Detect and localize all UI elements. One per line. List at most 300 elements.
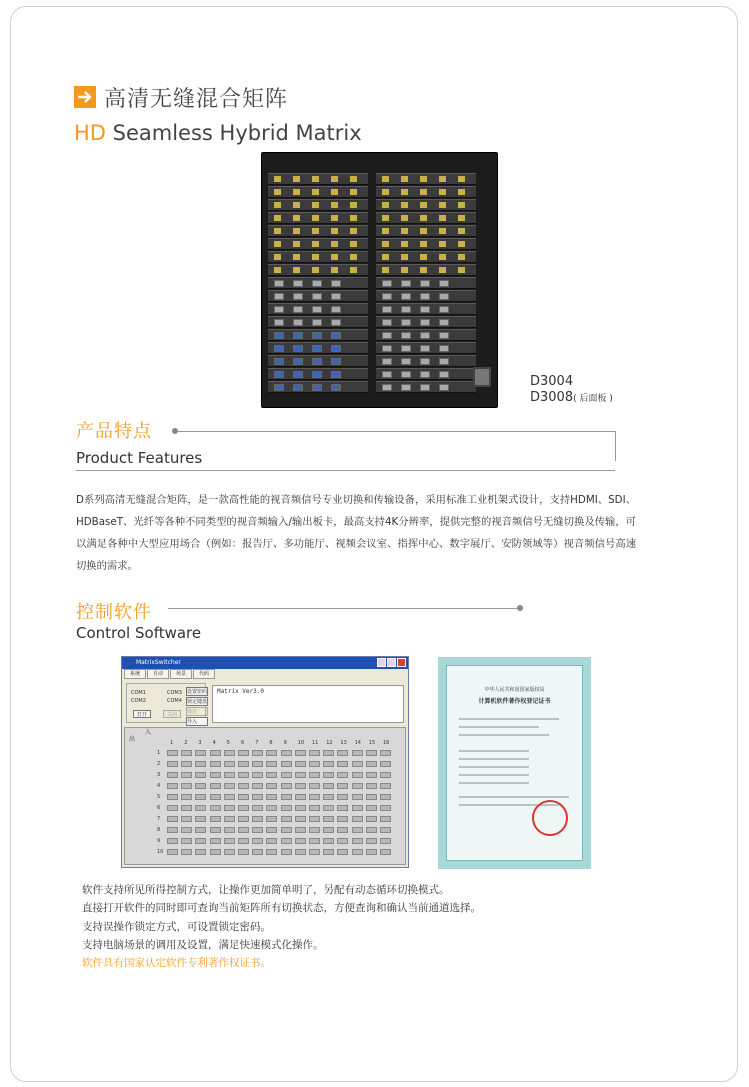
sw-matrix-cell xyxy=(295,849,306,855)
device-card-slot xyxy=(376,316,476,328)
device-port xyxy=(293,293,303,300)
sw-matrix-cell xyxy=(224,783,235,789)
device-port xyxy=(439,202,446,208)
sw-matrix-cell xyxy=(281,849,292,855)
device-port xyxy=(439,371,449,378)
device-port xyxy=(401,280,411,287)
sw-matrix-cell xyxy=(181,761,192,767)
sw-matrix-cell xyxy=(266,849,277,855)
sw-matrix-cell xyxy=(380,827,391,833)
sw-matrix-cell xyxy=(195,849,206,855)
device-card-slot xyxy=(376,342,476,354)
sw-matrix-cell xyxy=(195,805,206,811)
sw-matrix-cell xyxy=(252,750,263,756)
sw-matrix-cell xyxy=(224,816,235,822)
sw-row-number: 9 xyxy=(157,838,161,844)
sw-matrix-cell xyxy=(337,849,348,855)
sw-matrix-cell xyxy=(295,827,306,833)
device-port xyxy=(420,384,430,391)
device-port xyxy=(439,189,446,195)
device-port xyxy=(420,345,430,352)
sw-matrix-cell xyxy=(323,783,334,789)
sw-info-box xyxy=(212,685,404,723)
sw-matrix-cell xyxy=(380,794,391,800)
sw-matrix-cell xyxy=(210,794,221,800)
close-icon xyxy=(397,658,406,667)
sw-row-number: 2 xyxy=(157,761,161,767)
sw-matrix-cell xyxy=(352,827,363,833)
device-port xyxy=(274,319,284,326)
sw-matrix-cell xyxy=(266,794,277,800)
sw-matrix-cell xyxy=(252,827,263,833)
device-port xyxy=(382,254,389,260)
sw-matrix-cell xyxy=(167,772,178,778)
sw-matrix-cell xyxy=(380,849,391,855)
sw-matrix-cell xyxy=(281,761,292,767)
device-port xyxy=(439,280,449,287)
device-port xyxy=(439,241,446,247)
device-port xyxy=(350,202,357,208)
sw-matrix-cell xyxy=(352,783,363,789)
device-port xyxy=(382,319,392,326)
sw-matrix-cell xyxy=(366,783,377,789)
certificate-title: 计算机软件著作权登记证书 xyxy=(478,698,551,705)
sw-col-number: 14 xyxy=(354,740,361,746)
sw-matrix-cell xyxy=(224,849,235,855)
device-port xyxy=(382,280,392,287)
sw-matrix-cell xyxy=(295,761,306,767)
device-port xyxy=(420,176,427,182)
sw-matrix-cell xyxy=(323,794,334,800)
features-divider-v xyxy=(615,431,616,461)
sw-row-number: 1 xyxy=(157,750,161,756)
sw-matrix-cell xyxy=(266,750,277,756)
sw-matrix-cell xyxy=(295,772,306,778)
device-card-slot xyxy=(376,290,476,302)
sw-matrix-cell xyxy=(181,783,192,789)
device-port xyxy=(439,319,449,326)
device-port xyxy=(274,189,281,195)
device-card-slot xyxy=(376,173,476,185)
sw-matrix-cell xyxy=(352,761,363,767)
device-port xyxy=(293,358,303,365)
sw-matrix-cell xyxy=(195,816,206,822)
minimize-icon xyxy=(377,658,386,667)
sw-matrix-cell xyxy=(167,761,178,767)
device-card-slot xyxy=(268,277,368,289)
sw-matrix-cell xyxy=(380,816,391,822)
model-label-2 xyxy=(530,390,613,405)
device-port xyxy=(331,371,341,378)
sw-port-4: COM4 xyxy=(167,698,182,704)
device-port xyxy=(312,371,322,378)
sw-matrix-cell xyxy=(252,772,263,778)
sw-version: Matrix Ver3.0 xyxy=(217,688,264,695)
sw-matrix-cell xyxy=(295,805,306,811)
device-port xyxy=(293,241,300,247)
device-port xyxy=(401,358,411,365)
device-port xyxy=(420,254,427,260)
sw-matrix-cell xyxy=(281,805,292,811)
sw-matrix-cell xyxy=(266,816,277,822)
device-port xyxy=(401,202,408,208)
device-port xyxy=(420,280,430,287)
device-port xyxy=(274,358,284,365)
device-port xyxy=(293,267,300,273)
device-card-slot xyxy=(268,290,368,302)
sw-col-number: 6 xyxy=(241,740,245,746)
sw-matrix-cell xyxy=(352,816,363,822)
sw-matrix-cell xyxy=(210,783,221,789)
sw-matrix-cell xyxy=(224,761,235,767)
cert-text-line xyxy=(459,726,539,728)
device-port xyxy=(331,384,341,391)
sw-matrix-cell xyxy=(380,838,391,844)
sw-matrix-cell xyxy=(195,794,206,800)
device-port xyxy=(312,332,322,339)
sw-matrix-cell xyxy=(167,794,178,800)
sw-window-title: MatrixSwitcher xyxy=(136,659,181,666)
maximize-icon xyxy=(387,658,396,667)
power-socket xyxy=(473,367,491,387)
sw-matrix-cell xyxy=(252,838,263,844)
device-port xyxy=(293,306,303,313)
device-port xyxy=(350,267,357,273)
device-card-slot xyxy=(268,368,368,380)
sw-tab-3: 代码 xyxy=(193,669,215,679)
sw-matrix-cell xyxy=(323,761,334,767)
device-card-slot xyxy=(268,173,368,185)
sw-matrix-cell xyxy=(252,816,263,822)
device-port xyxy=(293,280,303,287)
device-port xyxy=(401,176,408,182)
device-port xyxy=(382,189,389,195)
device-port xyxy=(382,241,389,247)
sw-matrix-cell xyxy=(323,827,334,833)
sw-matrix-cell xyxy=(366,816,377,822)
device-card-slot xyxy=(268,264,368,276)
sw-btn-password: 设置密码 xyxy=(187,689,208,695)
device-port xyxy=(293,176,300,182)
device-port xyxy=(401,306,411,313)
features-title-en: Product Features xyxy=(76,449,203,467)
sw-matrix-cell xyxy=(181,750,192,756)
device-port xyxy=(420,267,427,273)
sw-btn-lock: 锁定 xyxy=(186,707,208,716)
sw-tabs xyxy=(122,669,408,679)
device-port xyxy=(401,332,411,339)
sw-btn-import: 导入 xyxy=(186,717,208,726)
device-port xyxy=(382,358,392,365)
sw-col-number: 13 xyxy=(340,740,347,746)
device-port xyxy=(458,267,465,273)
sw-matrix-cell xyxy=(309,783,320,789)
sw-matrix-cell xyxy=(195,772,206,778)
sw-matrix-cell xyxy=(167,805,178,811)
copyright-certificate xyxy=(438,657,591,869)
sw-matrix-cell xyxy=(167,816,178,822)
device-port xyxy=(331,254,338,260)
sw-matrix-cell xyxy=(167,783,178,789)
sw-matrix-cell xyxy=(309,827,320,833)
cert-text-line xyxy=(459,796,569,798)
sw-matrix-cell xyxy=(238,794,249,800)
sw-matrix-cell xyxy=(238,783,249,789)
device-port xyxy=(274,267,281,273)
device-port xyxy=(350,215,357,221)
device-port xyxy=(439,254,446,260)
device-port xyxy=(312,280,322,287)
sw-matrix-grid xyxy=(124,727,406,865)
device-port xyxy=(401,241,408,247)
sw-col-number: 12 xyxy=(326,740,333,746)
device-port xyxy=(420,228,427,234)
sw-matrix-cell xyxy=(181,794,192,800)
sw-matrix-cell xyxy=(337,816,348,822)
sw-matrix-cell xyxy=(337,794,348,800)
sw-matrix-cell xyxy=(295,838,306,844)
device-card-slot xyxy=(376,238,476,250)
device-port xyxy=(293,254,300,260)
sw-matrix-cell xyxy=(309,750,320,756)
device-port xyxy=(331,215,338,221)
cert-text-line xyxy=(459,774,529,776)
sw-matrix-cell xyxy=(323,805,334,811)
device-port xyxy=(382,332,392,339)
device-port xyxy=(274,384,284,391)
device-port xyxy=(350,241,357,247)
device-port xyxy=(401,371,411,378)
device-port xyxy=(439,332,449,339)
title-en-prefix: HD xyxy=(74,121,106,145)
features-description: D系列高清无缝混合矩阵，是一款高性能的视音频信号专业切换和传输设备，采用标准工业机架式设计，支持HDMI、SDI、HDBaseT、光纤等各种不同类型的视音频输入/输出板卡，最高支持4K分辨率，提供完整的视音频信号无缝切换及传输，可以满足各种中大型应用场合（例如：报告厅、多功能厅、视频会议室、指挥中心、数字展厅、安防领域等）视音频信号高速切换的需求。 xyxy=(76,494,636,572)
sw-matrix-cell xyxy=(281,783,292,789)
device-card-slot xyxy=(268,251,368,263)
sw-matrix-cell xyxy=(352,794,363,800)
certificate-inner xyxy=(446,665,583,861)
sw-matrix-cell xyxy=(380,761,391,767)
device-port xyxy=(439,306,449,313)
device-port xyxy=(420,319,430,326)
sw-matrix-cell xyxy=(337,805,348,811)
device-port xyxy=(331,293,341,300)
sw-matrix-cell xyxy=(181,816,192,822)
device-port xyxy=(439,267,446,273)
device-port xyxy=(293,189,300,195)
device-port xyxy=(382,306,392,313)
sw-matrix-cell xyxy=(181,849,192,855)
sw-tab-2: 场景 xyxy=(170,669,192,679)
sw-tab-1: 自动 xyxy=(147,669,169,679)
sw-row-number: 8 xyxy=(157,827,161,833)
device-port xyxy=(293,202,300,208)
device-card-slot xyxy=(376,264,476,276)
device-card-slot xyxy=(376,329,476,341)
device-port xyxy=(458,202,465,208)
device-port xyxy=(350,228,357,234)
sw-matrix-cell xyxy=(380,805,391,811)
title-en-rest: Seamless Hybrid Matrix xyxy=(105,121,362,145)
cert-text-line xyxy=(459,734,549,736)
sw-matrix-cell xyxy=(238,827,249,833)
sw-matrix-cell xyxy=(252,794,263,800)
software-screenshot xyxy=(121,656,409,868)
sw-col-number: 1 xyxy=(170,740,174,746)
certificate-issuer: 中华人民共和国国家版权局 xyxy=(484,687,545,693)
device-port xyxy=(274,306,284,313)
software-bullet-dot xyxy=(517,605,523,611)
sw-matrix-cell xyxy=(309,761,320,767)
sw-matrix-cell xyxy=(309,849,320,855)
device-port xyxy=(458,215,465,221)
sw-matrix-cell xyxy=(181,838,192,844)
device-port xyxy=(293,228,300,234)
device-port xyxy=(401,254,408,260)
sw-matrix-cell xyxy=(210,816,221,822)
sw-col-number: 4 xyxy=(212,740,216,746)
device-port xyxy=(382,202,389,208)
note-1: 软件支持所见所得控制方式，让操作更加简单明了，另配有动态循环切换模式。 xyxy=(82,884,450,896)
sw-matrix-cell xyxy=(224,750,235,756)
model-label-1: D3004 xyxy=(530,374,574,389)
sw-matrix-cell xyxy=(210,772,221,778)
page-title-cn: 高清无缝混合矩阵 xyxy=(104,87,289,112)
model-2-note: ( 后面板 ) xyxy=(573,394,613,404)
sw-matrix-cell xyxy=(167,849,178,855)
device-port xyxy=(382,267,389,273)
device-port xyxy=(420,306,430,313)
device-card-slot xyxy=(376,355,476,367)
sw-matrix-cell xyxy=(210,805,221,811)
sw-matrix-cell xyxy=(252,761,263,767)
sw-matrix-cell xyxy=(281,827,292,833)
device-port xyxy=(458,176,465,182)
device-port xyxy=(350,189,357,195)
sw-matrix-cell xyxy=(337,838,348,844)
device-port xyxy=(331,176,338,182)
device-port xyxy=(420,189,427,195)
sw-matrix-cell xyxy=(210,849,221,855)
device-port xyxy=(439,358,449,365)
sw-matrix-cell xyxy=(252,849,263,855)
sw-row-number: 4 xyxy=(157,783,161,789)
sw-matrix-cell xyxy=(224,805,235,811)
device-port xyxy=(293,384,303,391)
sw-matrix-cell xyxy=(195,838,206,844)
sw-matrix-cell xyxy=(195,750,206,756)
model-2-name: D3008 xyxy=(530,390,574,405)
software-title-cn: 控制软件 xyxy=(76,602,152,623)
device-port xyxy=(382,215,389,221)
device-port xyxy=(331,228,338,234)
device-port xyxy=(274,228,281,234)
sw-matrix-cell xyxy=(224,838,235,844)
sw-button-stack xyxy=(186,687,208,726)
device-port xyxy=(420,332,430,339)
sw-matrix-cell xyxy=(323,772,334,778)
sw-matrix-cell xyxy=(380,783,391,789)
sw-matrix-cell xyxy=(337,750,348,756)
sw-matrix-cell xyxy=(366,772,377,778)
device-card-slot xyxy=(268,225,368,237)
sw-matrix-cell xyxy=(366,794,377,800)
note-3: 支持误操作锁定方式，可设置锁定密码。 xyxy=(82,920,271,933)
arrow-icon xyxy=(74,86,96,108)
device-port xyxy=(312,306,322,313)
device-card-slot xyxy=(268,381,368,393)
device-port xyxy=(439,384,449,391)
device-port xyxy=(420,241,427,247)
sw-matrix-cell xyxy=(281,838,292,844)
sw-matrix-cell xyxy=(167,838,178,844)
sw-matrix-cell xyxy=(210,750,221,756)
device-port xyxy=(350,176,357,182)
device-port xyxy=(274,254,281,260)
device-port xyxy=(274,332,284,339)
sw-matrix-cell xyxy=(352,838,363,844)
sw-matrix-cell xyxy=(366,761,377,767)
sw-matrix-cell xyxy=(167,827,178,833)
sw-window-buttons xyxy=(377,658,406,667)
sw-matrix-cell xyxy=(281,816,292,822)
features-divider-bottom xyxy=(76,470,615,471)
sw-col-number: 16 xyxy=(383,740,390,746)
sw-matrix-cell xyxy=(366,750,377,756)
device-card-slot xyxy=(376,277,476,289)
sw-matrix-cell xyxy=(309,838,320,844)
device-port xyxy=(312,228,319,234)
device-port xyxy=(350,254,357,260)
device-port xyxy=(401,189,408,195)
sw-matrix-cell xyxy=(337,783,348,789)
sw-close-button: 关闭 xyxy=(163,710,181,718)
sw-matrix-cell xyxy=(266,805,277,811)
cert-text-line xyxy=(459,782,529,784)
sw-row-number: 6 xyxy=(157,805,161,811)
sw-col-number: 8 xyxy=(269,740,273,746)
software-notes xyxy=(82,881,481,972)
sw-col-number: 15 xyxy=(368,740,376,746)
note-2: 直接打开软件的同时即可查询当前矩阵所有切换状态，方便查询和确认当前通道选择。 xyxy=(82,902,481,915)
cert-text-line xyxy=(459,766,529,768)
device-card-slot xyxy=(376,225,476,237)
device-port xyxy=(274,293,284,300)
device-port xyxy=(458,228,465,234)
sw-matrix-cell xyxy=(252,805,263,811)
device-port xyxy=(401,267,408,273)
device-port xyxy=(420,358,430,365)
sw-matrix-cell xyxy=(210,761,221,767)
sw-output-label: 出 xyxy=(129,736,136,743)
sw-matrix-cell xyxy=(181,805,192,811)
device-port xyxy=(331,241,338,247)
device-port xyxy=(312,345,322,352)
sw-input-label: 入 xyxy=(145,729,152,736)
sw-matrix-cell xyxy=(295,783,306,789)
device-port xyxy=(420,293,430,300)
device-card-slot xyxy=(376,186,476,198)
cert-text-line xyxy=(459,758,529,760)
device-port xyxy=(331,345,341,352)
sw-matrix-cell xyxy=(281,772,292,778)
device-port xyxy=(382,345,392,352)
note-highlight: 软件具有国家认定软件专利著作权证书。 xyxy=(82,957,271,970)
sw-matrix-cell xyxy=(366,838,377,844)
device-port xyxy=(312,358,322,365)
device-port xyxy=(312,384,322,391)
device-port xyxy=(331,319,341,326)
device-port xyxy=(382,176,389,182)
